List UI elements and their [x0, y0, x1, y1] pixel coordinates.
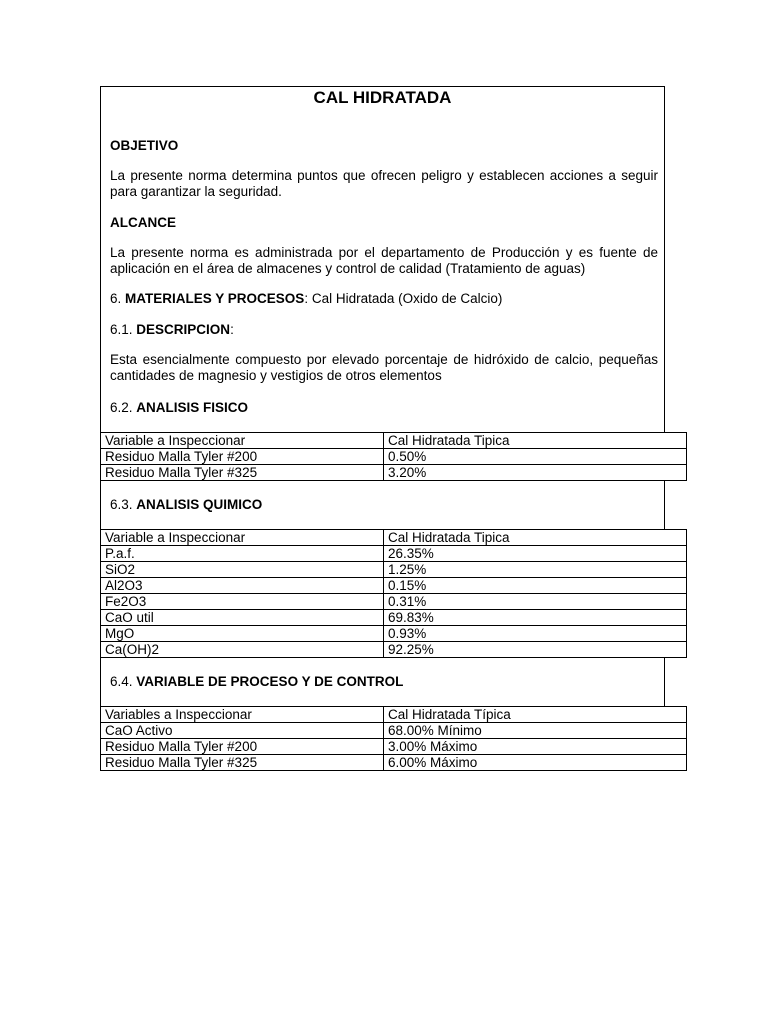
analisis-fisico-label: ANALISIS FISICO [136, 400, 249, 415]
table-row [101, 578, 687, 594]
analisis-fisico-number: 6.2. [110, 400, 133, 415]
descripcion-label: DESCRIPCION [136, 322, 231, 337]
table-cell: Residuo Malla Tyler #325 [101, 465, 384, 481]
table-cell: 69.83% [384, 610, 687, 626]
header-cell: Variable a Inspeccionar [101, 433, 384, 449]
descripcion-colon: : [230, 322, 234, 337]
variable-proceso-number: 6.4. [110, 674, 133, 689]
table-cell: Residuo Malla Tyler #325 [101, 755, 384, 771]
table-cell: 68.00% Mínimo [384, 723, 687, 739]
header-cell: Cal Hidratada Típica [384, 707, 687, 723]
analisis-quimico-table [100, 529, 687, 658]
table-row [101, 465, 687, 481]
table-row [101, 562, 687, 578]
table-row [101, 739, 687, 755]
materiales-rest: : Cal Hidratada (Oxido de Calcio) [304, 291, 503, 306]
descripcion-number: 6.1. [110, 322, 133, 337]
analisis-fisico-table [100, 432, 687, 481]
table-cell: 3.20% [384, 465, 687, 481]
variable-proceso-table [100, 706, 687, 771]
table-cell: Residuo Malla Tyler #200 [101, 449, 384, 465]
table-row [101, 610, 687, 626]
analisis-quimico-label: ANALISIS QUIMICO [136, 497, 263, 512]
descripcion-text: Esta esencialmente compuesto por elevado porcentaje de hidróxido de calcio, pequeñas cantidades de magnesio y vestigios de otros elementos [110, 352, 658, 383]
table-row [101, 755, 687, 771]
table-row [101, 723, 687, 739]
table-cell: 1.25% [384, 562, 687, 578]
table-cell: 0.15% [384, 578, 687, 594]
header-cell: Variable a Inspeccionar [101, 530, 384, 546]
table-cell: 3.00% Máximo [384, 739, 687, 755]
table-header-row [101, 530, 687, 546]
objetivo-heading: OBJETIVO [110, 138, 179, 153]
table-cell: Al2O3 [101, 578, 384, 594]
table-cell: CaO util [101, 610, 384, 626]
materiales-line [110, 290, 502, 307]
table-cell: Fe2O3 [101, 594, 384, 610]
header-cell: Cal Hidratada Tipica [384, 433, 687, 449]
analisis-quimico-line [110, 496, 262, 513]
table-row [101, 642, 687, 658]
table-row [101, 449, 687, 465]
materiales-number: 6. [110, 291, 122, 306]
table-cell: 26.35% [384, 546, 687, 562]
alcance-text: La presente norma es administrada por el departamento de Producción y es fuente de aplicación en el área de almacenes y control de calidad (Tratamiento de aguas) [110, 245, 658, 276]
analisis-fisico-line [110, 399, 248, 416]
table-row [101, 546, 687, 562]
table-cell: Residuo Malla Tyler #200 [101, 739, 384, 755]
document-title: CAL HIDRATADA [313, 88, 452, 107]
table-cell: 0.50% [384, 449, 687, 465]
variable-proceso-label: VARIABLE DE PROCESO Y DE CONTROL [136, 674, 404, 689]
table-cell: CaO Activo [101, 723, 384, 739]
table-cell: 0.93% [384, 626, 687, 642]
table-cell: 0.31% [384, 594, 687, 610]
header-cell: Variables a Inspeccionar [101, 707, 384, 723]
variable-proceso-line [110, 673, 403, 690]
table-cell: Ca(OH)2 [101, 642, 384, 658]
materiales-label: MATERIALES Y PROCESOS [125, 291, 305, 306]
table-cell: MgO [101, 626, 384, 642]
table-cell: SiO2 [101, 562, 384, 578]
objetivo-text: La presente norma determina puntos que ofrecen peligro y establecen acciones a seguir para garantizar la seguridad. [110, 168, 658, 199]
alcance-heading: ALCANCE [110, 215, 176, 230]
descripcion-line [110, 321, 234, 338]
table-cell: 6.00% Máximo [384, 755, 687, 771]
table-cell: P.a.f. [101, 546, 384, 562]
table-row [101, 594, 687, 610]
header-cell: Cal Hidratada Tipica [384, 530, 687, 546]
table-cell: 92.25% [384, 642, 687, 658]
table-header-row [101, 433, 687, 449]
analisis-quimico-number: 6.3. [110, 497, 133, 512]
table-row [101, 626, 687, 642]
table-header-row [101, 707, 687, 723]
